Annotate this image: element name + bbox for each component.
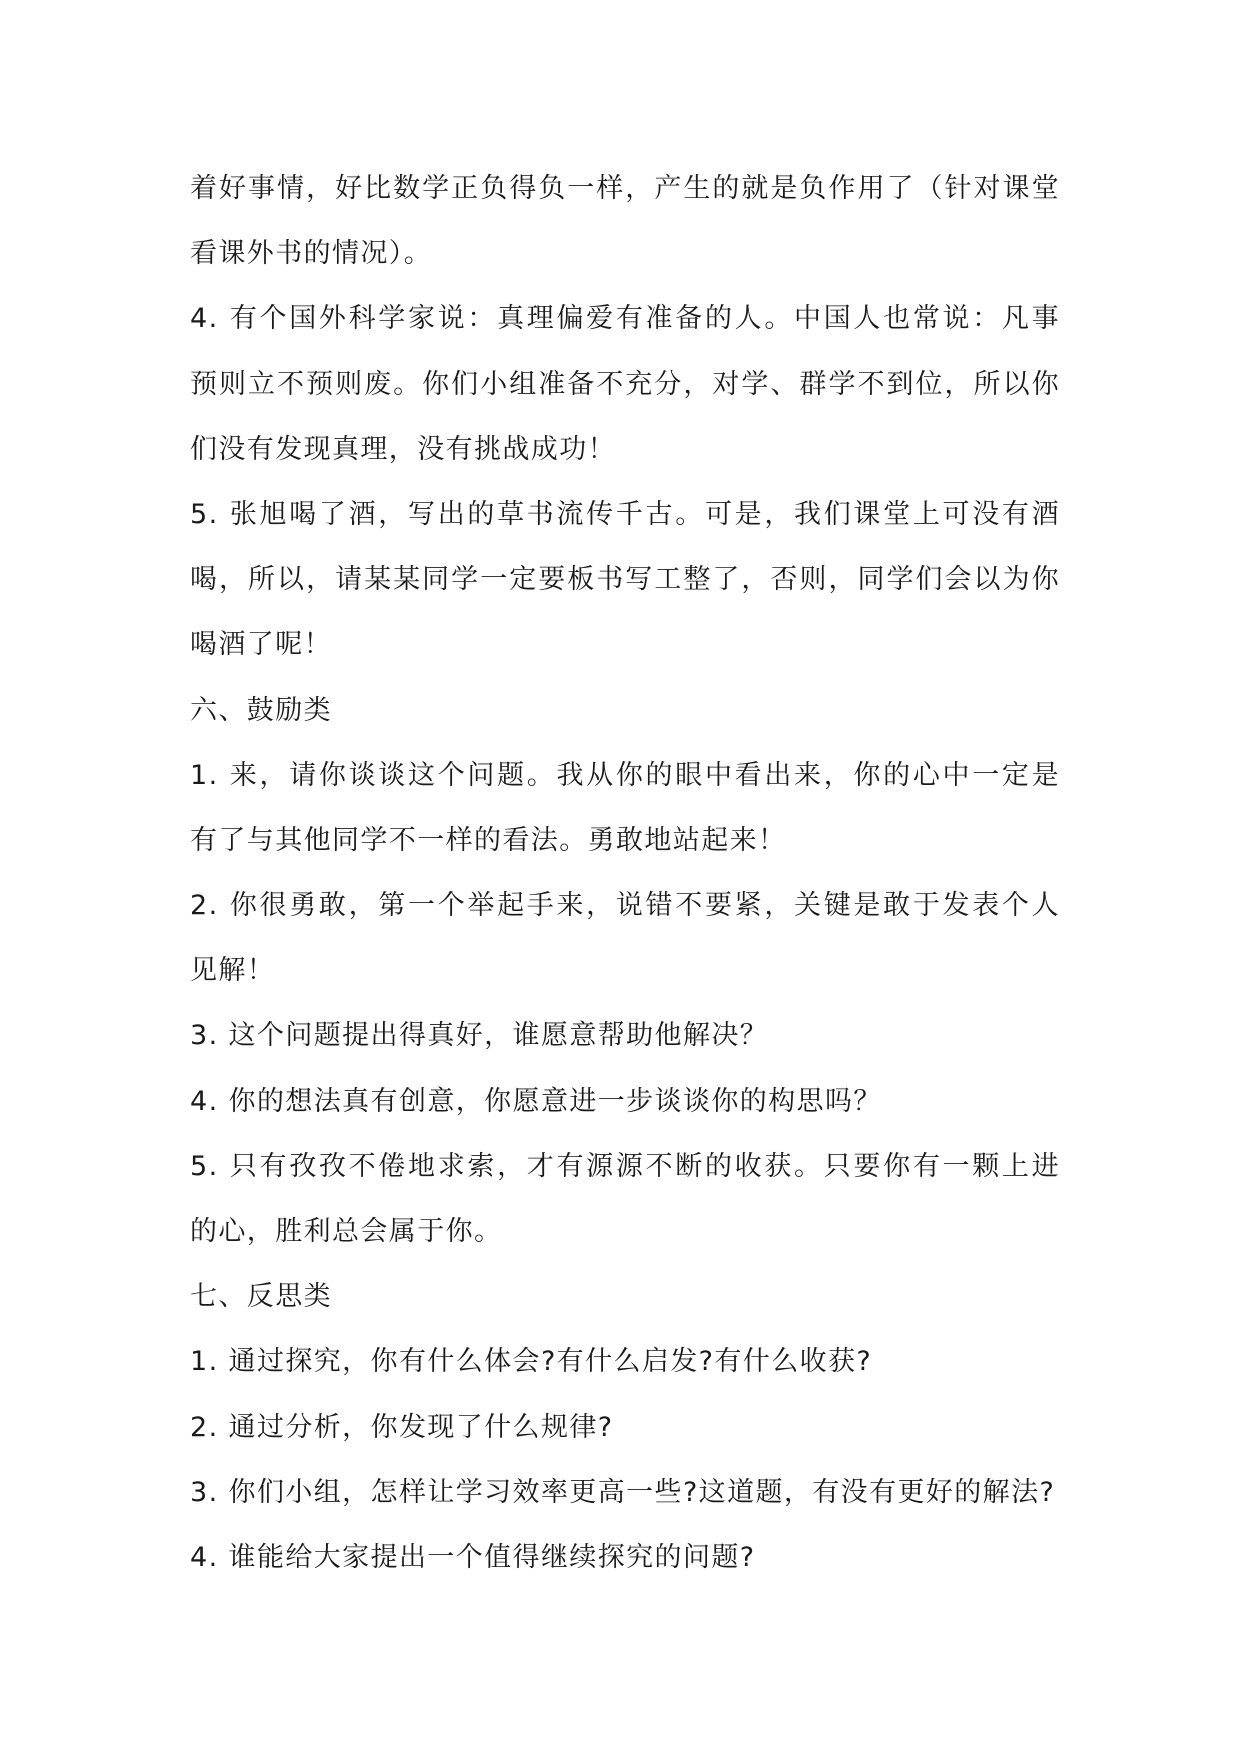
- text-line: 1. 来，请你谈谈这个问题。我从你的眼中看出来，你的心中一定是: [190, 759, 1060, 791]
- text-line: 的心，胜利总会属于你。: [190, 1216, 503, 1247]
- text-line: 5. 张旭喝了酒，写出的草书流传千古。可是，我们课堂上可没有酒: [190, 498, 1060, 530]
- document-body: [190, 156, 1060, 1590]
- text-line: 4. 你的想法真有创意，你愿意进一步谈谈你的构思吗？: [190, 1085, 882, 1117]
- text-line: 着好事情，好比数学正负得负一样，产生的就是负作用了（针对课堂: [190, 173, 1060, 204]
- text-line: 1. 通过探究，你有什么体会?有什么启发?有什么收获?: [190, 1346, 873, 1378]
- text-line: 4. 有个国外科学家说：真理偏爱有准备的人。中国人也常说：凡事: [190, 303, 1060, 335]
- text-line: 有了与其他同学不一样的看法。勇敢地站起来！: [190, 824, 787, 856]
- text-line: 5. 只有孜孜不倦地求索，才有源源不断的收获。只要你有一颗上进: [190, 1150, 1060, 1182]
- text-line: 见解！: [190, 955, 276, 987]
- text-line: 们没有发现真理，没有挑战成功！: [190, 433, 616, 465]
- text-line: 六、鼓励类: [190, 694, 332, 726]
- text-line: 喝酒了呢！: [190, 629, 332, 661]
- text-line: 4. 谁能给大家提出一个值得继续探究的问题?: [190, 1541, 756, 1573]
- text-line: 喝，所以，请某某同学一定要板书写工整了，否则，同学们会以为你: [190, 564, 1060, 596]
- text-line: 2. 通过分析，你发现了什么规律?: [190, 1411, 614, 1443]
- text-line: 七、反思类: [190, 1281, 332, 1313]
- text-line: 3. 你们小组，怎样让学习效率更高一些?这道题，有没有更好的解法?: [190, 1476, 1056, 1508]
- text-line: 2. 你很勇敢，第一个举起手来，说错不要紧，关键是敢于发表个人: [190, 890, 1060, 922]
- text-line: 预则立不预则废。你们小组准备不充分，对学、群学不到位，所以你: [190, 368, 1060, 400]
- text-line: 3. 这个问题提出得真好，谁愿意帮助他解决？: [190, 1020, 769, 1052]
- text-line: 看课外书的情况）。: [190, 238, 433, 270]
